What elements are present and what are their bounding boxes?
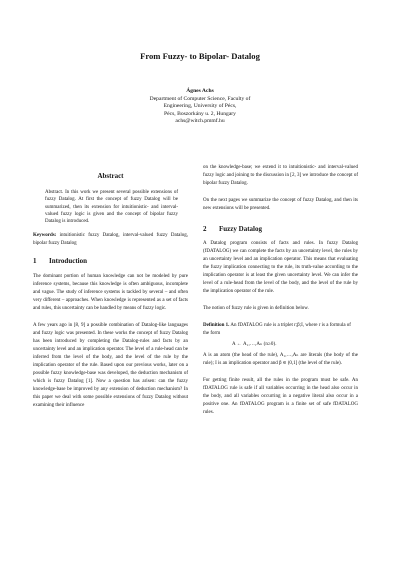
keywords-label: Keywords:: [33, 233, 57, 239]
intro-continuation: on the knowledge-base; we extend it to intuitionistic- and interval-valued fuzzy logic and joining to the discussion in [2, 3] we introduce the concept of bipolar fuzzy Datalog.: [203, 165, 358, 186]
definition-label: Definition 1.: [203, 323, 230, 328]
fuzzy-datalog-paragraph: The notion of fuzzy rule is given in definition below.: [203, 306, 309, 311]
rule-formula: A ← A₁,…,Aₙ (n≥0).: [232, 342, 277, 347]
affiliation-line: Pécs, Boszorkány u. 2, Hungary: [164, 110, 236, 117]
affiliation-line: Engineering, University of Pécs,: [163, 103, 237, 109]
section-title: Introduction: [49, 257, 87, 266]
definition-1: [203, 322, 358, 338]
section-title: Fuzzy Datalog: [219, 225, 262, 233]
section-number: 2: [203, 225, 207, 233]
keywords: [33, 232, 188, 247]
intro-paragraph: The dominant portion of human knowledge can not be modeled by pure inference systems, because this knowledge is often ambiguous, incomplete and vague. The study of inference systems is tackled by several – and often very different – approaches. When knowledge is represented as a set of facts and rules, this uncertainty can be handled by means of fuzzy logic.: [33, 274, 188, 312]
affiliation-line: Department of Computer Science, Faculty of: [149, 95, 251, 102]
section-1-heading: [33, 257, 188, 266]
fuzzy-datalog-paragraph: A Datalog program consists of facts and rules. In fuzzy Datalog (fDATALOG) we can complete the facts by an uncertainty level, the rules by an uncertainty level and an implication operator. This means that evaluating the fuzzy implication connecting to the rule, its truth-value according to the implication operator is at least the given uncertainty level. We can infer the level of a rule-head from the level of the body, and the level of the rule by the implication operator of the rule.: [203, 241, 358, 294]
author-email: achs@witch.pmmf.hu: [175, 118, 225, 124]
left-column: [33, 165, 188, 410]
author-name: Ágnes Achs: [186, 88, 214, 94]
abstract-heading: Abstract: [97, 172, 124, 180]
section-2-heading: [203, 225, 358, 234]
intro-continuation: On the next pages we summarize the concept of fuzzy Datalog, and then its new extensions will be presented.: [203, 198, 358, 211]
right-column: [203, 164, 358, 417]
definition-text: An fDATALOG rule is a triplet r;β;I, where r is a formula of the form: [203, 323, 351, 336]
author-block: [0, 88, 400, 126]
section-number: 1: [33, 257, 37, 266]
intro-paragraph: A few years ago in [8, 9] a possible combination of Datalog-like languages and fuzzy logic was presented. In these works the concept of fuzzy Datalog has been introduced by completing the Datalog-rules and facts by an uncertainty level and an implication operator. The level of a rule-head can be inferred from the level of the body, and the level of the rule by the implication operator of the rule. Based upon our previous works, later on a possible fuzzy knowledge-base was developed, the deduction mechanism of which is fuzzy Datalog [1]. Now a question has arisen: can the fuzzy knowledge-base be improved by any extension of deduction mechanism? In this paper we deal with some possible extensions of fuzzy Datalog without examining their influence: [33, 323, 188, 409]
keywords-text: intuitionistic fuzzy Datalog, interval-valued fuzzy Datalog, bipolar fuzzy Datalog: [33, 233, 189, 246]
paper-title: From Fuzzy- to Bipolar- Datalog: [140, 51, 260, 61]
definition-continuation: A is an atom (the head of the rule), A₁,…,Aₙ are literals (the body of the rule); I is an implication operator and β ∈ (0,1] (the level of the rule).: [203, 353, 358, 366]
safety-paragraph: For getting finite result, all the rules in the program must be safe. An fDATALOG rule is safe if all variables occurring in the head also occur in the body, and all variables occurring in a negative literal also occur in a positive one. An fDATALOG program is a finite set of safe fDATALOG rules.: [203, 378, 358, 415]
abstract-text: Abstract. In this work we present several possible extensions of fuzzy Datalog. At first the concept of fuzzy Datalog will be summarized, then its extension for intuitionistic- and interval-valued fuzzy logic is given and the concept of bipolar fuzzy Datalog is introduced.: [45, 190, 178, 225]
